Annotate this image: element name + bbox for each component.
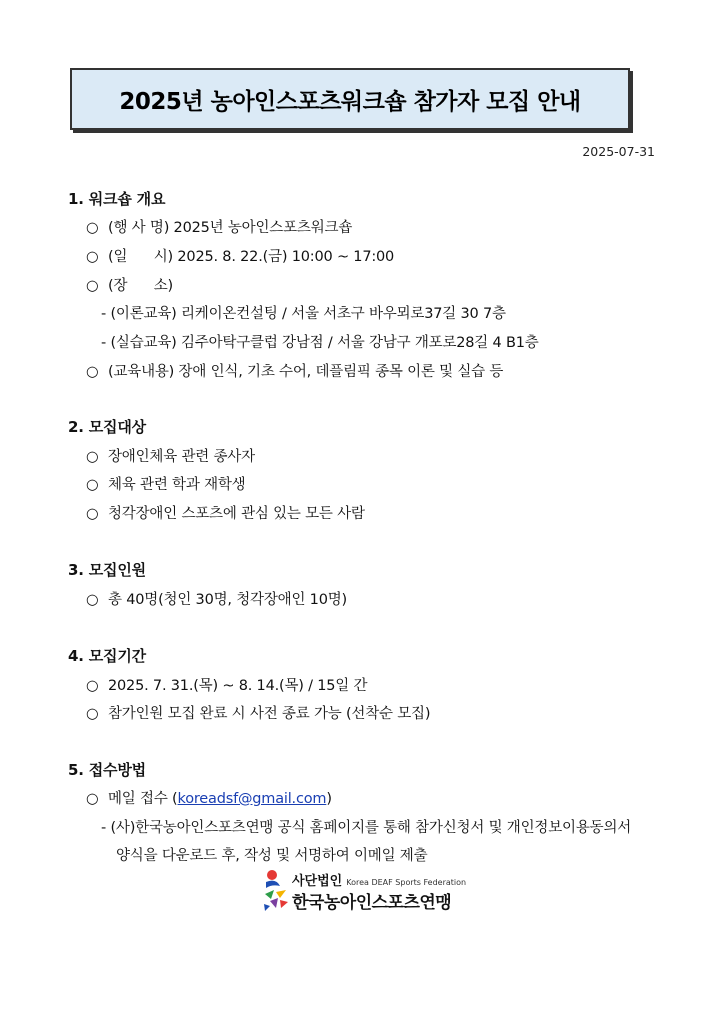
circle-bullet-icon: ○ [86, 506, 99, 522]
circle-bullet-icon: ○ [86, 592, 99, 608]
capacity-item: ○ 총 40명(청인 30명, 청각장애인 10명) [86, 592, 347, 608]
circle-bullet-icon: ○ [86, 706, 99, 722]
circle-bullet-icon: ○ [86, 477, 99, 493]
federation-logo [262, 868, 472, 916]
target-item: ○ 체육 관련 학과 재학생 [86, 477, 246, 493]
period-item: ○ 2025. 7. 31.(목) ~ 8. 14.(목) / 15일 간 [86, 678, 368, 694]
section-heading-capacity: 3. 모집인원 [68, 561, 146, 579]
apply-instructions-cont: 양식을 다운로드 후, 작성 및 서명하여 이메일 제출 [116, 848, 428, 864]
section-heading-target: 2. 모집대상 [68, 418, 146, 436]
section-heading-period: 4. 모집기간 [68, 647, 146, 665]
apply-instructions: - (사)한국농아인스포츠연맹 공식 홈페이지를 통해 참가신청서 및 개인정보이용동의서 [101, 820, 632, 836]
overview-content: ○ (교육내용) 장애 인식, 기초 수어, 데플림픽 종목 이론 및 실습 등 [86, 364, 504, 380]
title-box [70, 68, 630, 130]
period-item: ○ 참가인원 모집 완료 시 사전 종료 가능 (선착순 모집) [86, 706, 431, 722]
venue-theory: - (이론교육) 리케이온컨설팅 / 서울 서초구 바우뫼로37길 30 7층 [101, 306, 506, 322]
apply-email-line: ○ 메일 접수 (koreadsf@gmail.com) [86, 791, 332, 807]
overview-event-name: ○ (행 사 명) 2025년 농아인스포츠워크숍 [86, 220, 353, 236]
venue-practice: - (실습교육) 김주아탁구클럽 강남점 / 서울 강남구 개포로28길 4 B1층 [101, 335, 539, 351]
section-heading-overview: 1. 워크숍 개요 [68, 190, 166, 208]
circle-bullet-icon: ○ [86, 791, 99, 807]
target-item: ○ 장애인체육 관련 종사자 [86, 449, 255, 465]
circle-bullet-icon: ○ [86, 278, 99, 294]
document-date: 2025-07-31 [582, 144, 655, 159]
logo-english-name: Korea DEAF Sports Federation [346, 878, 467, 887]
logo-korean-name: 한국농아인스포츠연맹 [292, 893, 452, 913]
document-title: 2025년 농아인스포츠워크숍 참가자 모집 안내 [119, 88, 581, 115]
circle-bullet-icon: ○ [86, 678, 99, 694]
section-heading-application: 5. 접수방법 [68, 761, 146, 779]
circle-bullet-icon: ○ [86, 249, 99, 265]
overview-datetime: ○ (일 시) 2025. 8. 22.(금) 10:00 ~ 17:00 [86, 249, 395, 265]
circle-bullet-icon: ○ [86, 364, 99, 380]
overview-venue: ○ (장 소) [86, 278, 173, 294]
federation-emblem-icon [262, 868, 290, 912]
email-link[interactable]: koreadsf@gmail.com [177, 791, 327, 807]
logo-org-type: 사단법인 [292, 874, 343, 889]
circle-bullet-icon: ○ [86, 220, 99, 236]
target-item: ○ 청각장애인 스포츠에 관심 있는 모든 사람 [86, 506, 365, 522]
circle-bullet-icon: ○ [86, 449, 99, 465]
